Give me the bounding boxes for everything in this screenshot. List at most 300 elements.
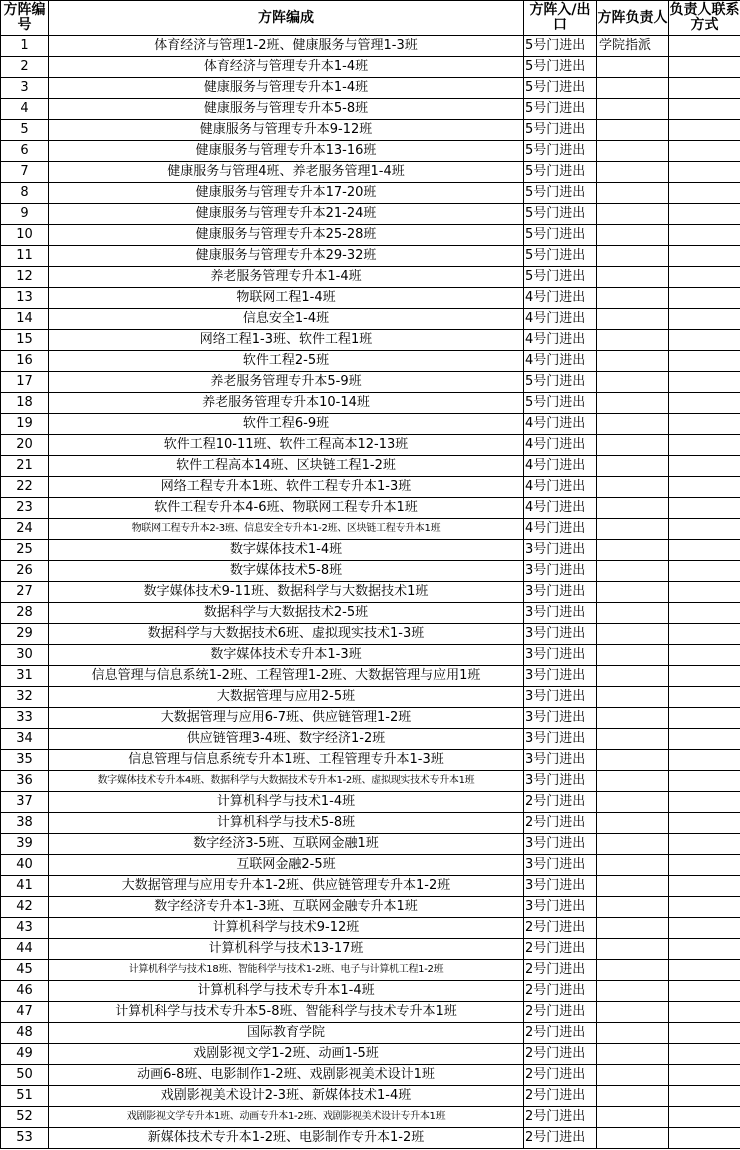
table-row — [1, 666, 740, 687]
entry-exit-gate: 2号门进出 — [524, 1065, 597, 1086]
row-number: 36 — [1, 771, 49, 792]
contact-cell — [669, 141, 740, 162]
owner-cell — [597, 939, 669, 960]
contact-cell — [669, 750, 740, 771]
contact-cell — [669, 246, 740, 267]
owner-cell — [597, 603, 669, 624]
entry-exit-gate: 4号门进出 — [524, 330, 597, 351]
row-number: 4 — [1, 99, 49, 120]
row-number: 43 — [1, 918, 49, 939]
table-row — [1, 456, 740, 477]
table-row — [1, 1065, 740, 1086]
formation-name: 体育经济与管理专升本1-4班 — [49, 57, 524, 78]
owner-cell — [597, 855, 669, 876]
table-row — [1, 960, 740, 981]
entry-exit-gate: 3号门进出 — [524, 729, 597, 750]
contact-cell — [669, 897, 740, 918]
contact-cell — [669, 456, 740, 477]
formation-name: 健康服务与管理专升本1-4班 — [49, 78, 524, 99]
owner-cell — [597, 1128, 669, 1149]
contact-cell — [669, 372, 740, 393]
entry-exit-gate: 2号门进出 — [524, 1128, 597, 1149]
table-row — [1, 603, 740, 624]
row-number: 16 — [1, 351, 49, 372]
formation-name: 数字媒体技术专升本4班、数据科学与大数据技术专升本1-2班、虚拟现实技术专升本1班 — [49, 771, 524, 792]
contact-cell — [669, 519, 740, 540]
formation-name: 数字媒体技术9-11班、数据科学与大数据技术1班 — [49, 582, 524, 603]
formation-name: 互联网金融2-5班 — [49, 855, 524, 876]
table-row — [1, 36, 740, 57]
table-row — [1, 288, 740, 309]
table-row — [1, 624, 740, 645]
table-row — [1, 687, 740, 708]
row-number: 18 — [1, 393, 49, 414]
contact-cell — [669, 561, 740, 582]
owner-cell — [597, 771, 669, 792]
contact-cell — [669, 309, 740, 330]
formation-name: 体育经济与管理1-2班、健康服务与管理1-3班 — [49, 36, 524, 57]
formation-name: 数字媒体技术1-4班 — [49, 540, 524, 561]
contact-cell — [669, 393, 740, 414]
contact-cell — [669, 792, 740, 813]
row-number: 31 — [1, 666, 49, 687]
contact-cell — [669, 918, 740, 939]
entry-exit-gate: 4号门进出 — [524, 477, 597, 498]
row-number: 46 — [1, 981, 49, 1002]
formation-name: 计算机科学与技术1-4班 — [49, 792, 524, 813]
formation-name: 数字经济专升本1-3班、互联网金融专升本1班 — [49, 897, 524, 918]
entry-exit-gate: 4号门进出 — [524, 519, 597, 540]
contact-cell — [669, 204, 740, 225]
formation-name: 健康服务与管理专升本5-8班 — [49, 99, 524, 120]
contact-cell — [669, 1128, 740, 1149]
row-number: 32 — [1, 687, 49, 708]
row-number: 1 — [1, 36, 49, 57]
row-number: 44 — [1, 939, 49, 960]
formation-name: 数字媒体技术5-8班 — [49, 561, 524, 582]
contact-cell — [669, 855, 740, 876]
contact-cell — [669, 162, 740, 183]
table-row — [1, 162, 740, 183]
owner-cell — [597, 183, 669, 204]
owner-cell — [597, 897, 669, 918]
row-number: 20 — [1, 435, 49, 456]
owner-cell — [597, 309, 669, 330]
table-row — [1, 372, 740, 393]
table-row — [1, 981, 740, 1002]
row-number: 3 — [1, 78, 49, 99]
formation-name: 网络工程1-3班、软件工程1班 — [49, 330, 524, 351]
contact-cell — [669, 78, 740, 99]
owner-cell — [597, 351, 669, 372]
owner-cell — [597, 519, 669, 540]
entry-exit-gate: 3号门进出 — [524, 876, 597, 897]
owner-cell — [597, 708, 669, 729]
owner-cell — [597, 162, 669, 183]
contact-cell — [669, 330, 740, 351]
owner-cell — [597, 687, 669, 708]
formation-name: 软件工程高本14班、区块链工程1-2班 — [49, 456, 524, 477]
formation-name: 软件工程2-5班 — [49, 351, 524, 372]
entry-exit-gate: 5号门进出 — [524, 78, 597, 99]
table-row — [1, 78, 740, 99]
owner-cell — [597, 540, 669, 561]
formation-name: 信息安全1-4班 — [49, 309, 524, 330]
row-number: 10 — [1, 225, 49, 246]
owner-cell — [597, 204, 669, 225]
row-number: 50 — [1, 1065, 49, 1086]
table-row — [1, 1044, 740, 1065]
formation-name: 物联网工程专升本2-3班、信息安全专升本1-2班、区块链工程专升本1班 — [49, 519, 524, 540]
entry-exit-gate: 3号门进出 — [524, 540, 597, 561]
contact-cell — [669, 1086, 740, 1107]
row-number: 27 — [1, 582, 49, 603]
owner-cell — [597, 141, 669, 162]
table-row — [1, 855, 740, 876]
contact-cell — [669, 1107, 740, 1128]
row-number: 9 — [1, 204, 49, 225]
row-number: 38 — [1, 813, 49, 834]
formation-name: 健康服务与管理专升本9-12班 — [49, 120, 524, 141]
owner-cell — [597, 372, 669, 393]
formation-name: 养老服务管理专升本1-4班 — [49, 267, 524, 288]
table-row — [1, 351, 740, 372]
formation-name: 网络工程专升本1班、软件工程专升本1-3班 — [49, 477, 524, 498]
owner-cell — [597, 267, 669, 288]
entry-exit-gate: 3号门进出 — [524, 750, 597, 771]
entry-exit-gate: 3号门进出 — [524, 582, 597, 603]
owner-cell — [597, 582, 669, 603]
entry-exit-gate: 2号门进出 — [524, 1086, 597, 1107]
entry-exit-gate: 4号门进出 — [524, 456, 597, 477]
table-row — [1, 729, 740, 750]
owner-cell — [597, 435, 669, 456]
formation-name: 大数据管理与应用专升本1-2班、供应链管理专升本1-2班 — [49, 876, 524, 897]
row-number: 5 — [1, 120, 49, 141]
contact-cell — [669, 414, 740, 435]
formation-name: 物联网工程1-4班 — [49, 288, 524, 309]
entry-exit-gate: 3号门进出 — [524, 771, 597, 792]
table-row — [1, 498, 740, 519]
row-number: 34 — [1, 729, 49, 750]
table-row — [1, 477, 740, 498]
formation-name: 信息管理与信息系统1-2班、工程管理1-2班、大数据管理与应用1班 — [49, 666, 524, 687]
entry-exit-gate: 2号门进出 — [524, 813, 597, 834]
table-row — [1, 246, 740, 267]
row-number: 17 — [1, 372, 49, 393]
table-row — [1, 435, 740, 456]
table-row — [1, 708, 740, 729]
contact-cell — [669, 1023, 740, 1044]
entry-exit-gate: 4号门进出 — [524, 414, 597, 435]
entry-exit-gate: 2号门进出 — [524, 1002, 597, 1023]
table-row — [1, 540, 740, 561]
row-number: 35 — [1, 750, 49, 771]
entry-exit-gate: 4号门进出 — [524, 498, 597, 519]
contact-cell — [669, 813, 740, 834]
row-number: 22 — [1, 477, 49, 498]
table-row — [1, 939, 740, 960]
owner-cell — [597, 876, 669, 897]
row-number: 29 — [1, 624, 49, 645]
owner-cell — [597, 498, 669, 519]
formation-name: 健康服务与管理4班、养老服务管理1-4班 — [49, 162, 524, 183]
owner-cell — [597, 729, 669, 750]
table-row — [1, 120, 740, 141]
formation-name: 计算机科学与技术专升本5-8班、智能科学与技术专升本1班 — [49, 1002, 524, 1023]
row-number: 28 — [1, 603, 49, 624]
contact-cell — [669, 477, 740, 498]
owner-cell — [597, 78, 669, 99]
contact-cell — [669, 939, 740, 960]
owner-cell — [597, 1044, 669, 1065]
table-row — [1, 813, 740, 834]
entry-exit-gate: 4号门进出 — [524, 435, 597, 456]
formation-name: 数据科学与大数据技术6班、虚拟现实技术1-3班 — [49, 624, 524, 645]
contact-cell — [669, 1065, 740, 1086]
entry-exit-gate: 2号门进出 — [524, 792, 597, 813]
contact-cell — [669, 834, 740, 855]
entry-exit-gate: 5号门进出 — [524, 393, 597, 414]
owner-cell — [597, 393, 669, 414]
entry-exit-gate: 5号门进出 — [524, 141, 597, 162]
entry-exit-gate: 3号门进出 — [524, 561, 597, 582]
entry-exit-gate: 3号门进出 — [524, 624, 597, 645]
owner-cell — [597, 750, 669, 771]
row-number: 33 — [1, 708, 49, 729]
formation-name: 新媒体技术专升本1-2班、电影制作专升本1-2班 — [49, 1128, 524, 1149]
header-gate: 方阵入/出口 — [524, 1, 597, 36]
entry-exit-gate: 3号门进出 — [524, 834, 597, 855]
owner-cell — [597, 414, 669, 435]
row-number: 30 — [1, 645, 49, 666]
contact-cell — [669, 729, 740, 750]
entry-exit-gate: 5号门进出 — [524, 183, 597, 204]
table-row — [1, 750, 740, 771]
owner-cell — [597, 624, 669, 645]
entry-exit-gate: 5号门进出 — [524, 204, 597, 225]
entry-exit-gate: 2号门进出 — [524, 1044, 597, 1065]
entry-exit-gate: 5号门进出 — [524, 225, 597, 246]
owner-cell — [597, 456, 669, 477]
entry-exit-gate: 4号门进出 — [524, 351, 597, 372]
formation-name: 供应链管理3-4班、数字经济1-2班 — [49, 729, 524, 750]
entry-exit-gate: 4号门进出 — [524, 309, 597, 330]
table-row — [1, 309, 740, 330]
contact-cell — [669, 645, 740, 666]
header-row — [1, 1, 740, 36]
table-row — [1, 225, 740, 246]
owner-cell — [597, 1002, 669, 1023]
row-number: 7 — [1, 162, 49, 183]
owner-cell — [597, 834, 669, 855]
entry-exit-gate: 5号门进出 — [524, 36, 597, 57]
contact-cell — [669, 603, 740, 624]
table-row — [1, 645, 740, 666]
row-number: 48 — [1, 1023, 49, 1044]
contact-cell — [669, 540, 740, 561]
entry-exit-gate: 2号门进出 — [524, 1023, 597, 1044]
owner-cell — [597, 57, 669, 78]
contact-cell — [669, 1002, 740, 1023]
owner-cell — [597, 1107, 669, 1128]
owner-cell — [597, 1086, 669, 1107]
row-number: 14 — [1, 309, 49, 330]
entry-exit-gate: 3号门进出 — [524, 645, 597, 666]
owner-cell — [597, 330, 669, 351]
row-number: 39 — [1, 834, 49, 855]
owner-cell — [597, 477, 669, 498]
table-row — [1, 771, 740, 792]
entry-exit-gate: 5号门进出 — [524, 162, 597, 183]
row-number: 52 — [1, 1107, 49, 1128]
table-row — [1, 183, 740, 204]
owner-cell — [597, 99, 669, 120]
header-contact: 负责人联系方式 — [669, 1, 740, 36]
table-row — [1, 99, 740, 120]
row-number: 24 — [1, 519, 49, 540]
formation-name: 数字经济3-5班、互联网金融1班 — [49, 834, 524, 855]
header-no: 方阵编号 — [1, 1, 49, 36]
contact-cell — [669, 960, 740, 981]
table-row — [1, 792, 740, 813]
row-number: 26 — [1, 561, 49, 582]
contact-cell — [669, 981, 740, 1002]
row-number: 13 — [1, 288, 49, 309]
formation-name: 养老服务管理专升本10-14班 — [49, 393, 524, 414]
row-number: 12 — [1, 267, 49, 288]
entry-exit-gate: 5号门进出 — [524, 120, 597, 141]
formation-name: 计算机科学与技术13-17班 — [49, 939, 524, 960]
header-owner: 方阵负责人 — [597, 1, 669, 36]
contact-cell — [669, 1044, 740, 1065]
formation-name: 大数据管理与应用6-7班、供应链管理1-2班 — [49, 708, 524, 729]
contact-cell — [669, 36, 740, 57]
table-body — [1, 36, 740, 1149]
formation-name: 健康服务与管理专升本29-32班 — [49, 246, 524, 267]
row-number: 49 — [1, 1044, 49, 1065]
row-number: 15 — [1, 330, 49, 351]
table-row — [1, 834, 740, 855]
table-row — [1, 918, 740, 939]
table-row — [1, 561, 740, 582]
row-number: 19 — [1, 414, 49, 435]
formation-name: 软件工程6-9班 — [49, 414, 524, 435]
owner-cell — [597, 120, 669, 141]
formation-name: 大数据管理与应用2-5班 — [49, 687, 524, 708]
contact-cell — [669, 120, 740, 141]
row-number: 37 — [1, 792, 49, 813]
contact-cell — [669, 687, 740, 708]
formation-name: 健康服务与管理专升本21-24班 — [49, 204, 524, 225]
row-number: 21 — [1, 456, 49, 477]
table-row — [1, 267, 740, 288]
header-name: 方阵编成 — [49, 1, 524, 36]
entry-exit-gate: 5号门进出 — [524, 57, 597, 78]
row-number: 53 — [1, 1128, 49, 1149]
formation-name: 软件工程专升本4-6班、物联网工程专升本1班 — [49, 498, 524, 519]
formation-name: 健康服务与管理专升本13-16班 — [49, 141, 524, 162]
formation-name: 软件工程10-11班、软件工程高本12-13班 — [49, 435, 524, 456]
entry-exit-gate: 4号门进出 — [524, 288, 597, 309]
entry-exit-gate: 5号门进出 — [524, 246, 597, 267]
table-row — [1, 141, 740, 162]
entry-exit-gate: 3号门进出 — [524, 855, 597, 876]
entry-exit-gate: 5号门进出 — [524, 99, 597, 120]
table-row — [1, 1023, 740, 1044]
row-number: 6 — [1, 141, 49, 162]
entry-exit-gate: 3号门进出 — [524, 897, 597, 918]
contact-cell — [669, 351, 740, 372]
contact-cell — [669, 57, 740, 78]
owner-cell — [597, 666, 669, 687]
table-row — [1, 1086, 740, 1107]
table-row — [1, 876, 740, 897]
entry-exit-gate: 3号门进出 — [524, 687, 597, 708]
formation-name: 国际教育学院 — [49, 1023, 524, 1044]
contact-cell — [669, 267, 740, 288]
entry-exit-gate: 5号门进出 — [524, 267, 597, 288]
row-number: 23 — [1, 498, 49, 519]
contact-cell — [669, 666, 740, 687]
formation-name: 健康服务与管理专升本25-28班 — [49, 225, 524, 246]
owner-cell — [597, 246, 669, 267]
formation-name: 计算机科学与技术5-8班 — [49, 813, 524, 834]
row-number: 11 — [1, 246, 49, 267]
formation-name: 计算机科学与技术9-12班 — [49, 918, 524, 939]
formation-name: 数据科学与大数据技术2-5班 — [49, 603, 524, 624]
entry-exit-gate: 2号门进出 — [524, 981, 597, 1002]
table-row — [1, 1107, 740, 1128]
owner-cell — [597, 1023, 669, 1044]
entry-exit-gate: 2号门进出 — [524, 1107, 597, 1128]
entry-exit-gate: 3号门进出 — [524, 708, 597, 729]
row-number: 41 — [1, 876, 49, 897]
contact-cell — [669, 435, 740, 456]
table-row — [1, 414, 740, 435]
formation-name: 计算机科学与技术18班、智能科学与技术1-2班、电子与计算机工程1-2班 — [49, 960, 524, 981]
row-number: 8 — [1, 183, 49, 204]
contact-cell — [669, 99, 740, 120]
table-row — [1, 519, 740, 540]
table-row — [1, 1002, 740, 1023]
row-number: 25 — [1, 540, 49, 561]
formation-name: 动画6-8班、电影制作1-2班、戏剧影视美术设计1班 — [49, 1065, 524, 1086]
entry-exit-gate: 2号门进出 — [524, 918, 597, 939]
owner-cell — [597, 1065, 669, 1086]
entry-exit-gate: 3号门进出 — [524, 603, 597, 624]
owner-cell — [597, 645, 669, 666]
contact-cell — [669, 225, 740, 246]
entry-exit-gate: 2号门进出 — [524, 960, 597, 981]
row-number: 47 — [1, 1002, 49, 1023]
contact-cell — [669, 582, 740, 603]
owner-cell — [597, 792, 669, 813]
contact-cell — [669, 288, 740, 309]
table-row — [1, 204, 740, 225]
table-row — [1, 897, 740, 918]
row-number: 40 — [1, 855, 49, 876]
entry-exit-gate: 3号门进出 — [524, 666, 597, 687]
table-row — [1, 330, 740, 351]
owner-cell — [597, 981, 669, 1002]
owner-cell — [597, 225, 669, 246]
table-row — [1, 57, 740, 78]
formation-name: 健康服务与管理专升本17-20班 — [49, 183, 524, 204]
contact-cell — [669, 876, 740, 897]
contact-cell — [669, 498, 740, 519]
formation-name: 戏剧影视文学专升本1班、动画专升本1-2班、戏剧影视美术设计专升本1班 — [49, 1107, 524, 1128]
